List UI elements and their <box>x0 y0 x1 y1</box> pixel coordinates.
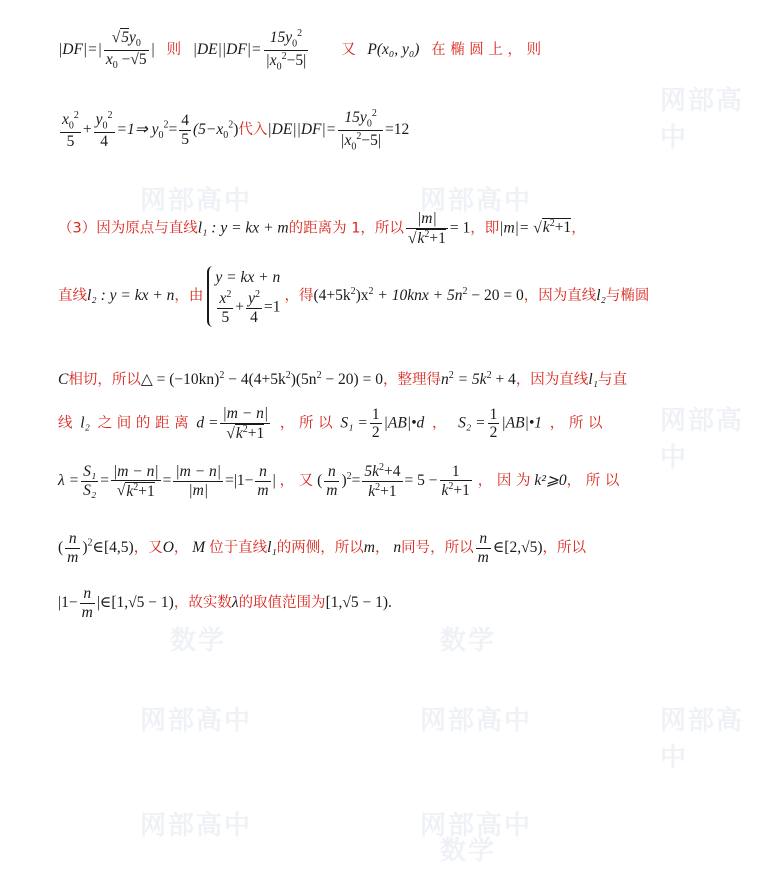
watermark: 网部高中 <box>140 185 253 215</box>
watermark: 网部高中 <box>420 185 533 215</box>
watermark: 数学 <box>440 625 497 655</box>
watermark: 数学 <box>170 625 227 655</box>
formula-line-9: |1− $\frac{n}{m}$ |∈[1,√5 − 1)，故实数λ的取值范围为[1,√5 − 1). <box>58 585 392 621</box>
watermark: 数学 <box>440 835 497 865</box>
watermark: 网部高中 <box>140 705 253 735</box>
watermark: 网部高中 <box>140 810 253 840</box>
watermark: 网部高中 <box>660 405 745 472</box>
formula-line-8: ( $\frac{n}{m}$ )$^2$∈[4,5)，又O， M 位于直线l₁的两侧，所以m， n同号，所以 $\frac{n}{m}$ ∈[2,√5)，所以 <box>58 530 587 566</box>
watermark: 网部高中 <box>660 705 745 772</box>
formula-line-7: λ = $\frac{\text{S₁}}{\text{S₂}}$ = $\frac{|m - n|}{√k^2+1}$ = $\frac{|m - n|}{|m|}$ =|1− $\frac{n}{m}$ | ， 又 ( $\frac{n}{m}$ )$^2$= $\frac{5k^2+4}{k^2+1}$ = 5 − $\frac{1}{k^2+1}$ ， 因 为 k²⩾0， 所 以 <box>58 462 620 501</box>
watermark: 网部高中 <box>420 705 533 735</box>
formula-line-2: $\frac{x_0^2}{5}$ + $\frac{y_0^2}{4}$ =1⇒ $y_0^2=$ $\frac{4}{5}$ $(5-x_0^2)$代入|DE||DF|= $\frac{15y_0^2}{|x_0^2-5|}$ =12 <box>62 108 410 152</box>
watermark: 网部高中 <box>660 85 745 152</box>
formula-line-5: C相切，所以△ = $(-10kn)^2 - 4(4+5k^2)(5n^2 - 20) = 0$，整理得$n^2 = 5k^2 + 4$，因为直线l₁与直 <box>58 369 628 388</box>
watermark: 网部高中 <box>420 810 533 840</box>
formula-line-1: |DF|=| $\frac{√5y_0}{x_0 -√5}$ | 则 |DE||DF|= $\frac{15y_0^2}{|x_0^2-5|}$ 又 P(x₀, y₀) 在 椭 圆 上 ， 则 <box>58 28 542 72</box>
formula-line-3: （3）因为原点与直线l₁ : y = kx + m的距离为 1，所以 $\frac{|m|}{√k^2+1}$ = 1，即$|m|= √k^2+1$， <box>58 210 586 247</box>
formula-line-4: 直线l₂ : y = kx + n，由 y = kx + n $\frac{x^2}{5}$ + $\frac{y^2}{4}$ =1 ，得$(4+5k^2)x^2 + 10knx + 5n^2 - 20 = 0$，因为直线l₂与椭圆 <box>58 266 649 327</box>
formula-line-6: 线 l₂ 之 间 的 距 离 d = $\frac{|m - n|}{√k^2+1}$ ， 所 以 S₁ = $\frac{1}{2}$ |AB|•d ， S₂ = $\frac{1}{2}$ |AB|•1 ， 所 以 <box>58 405 603 442</box>
